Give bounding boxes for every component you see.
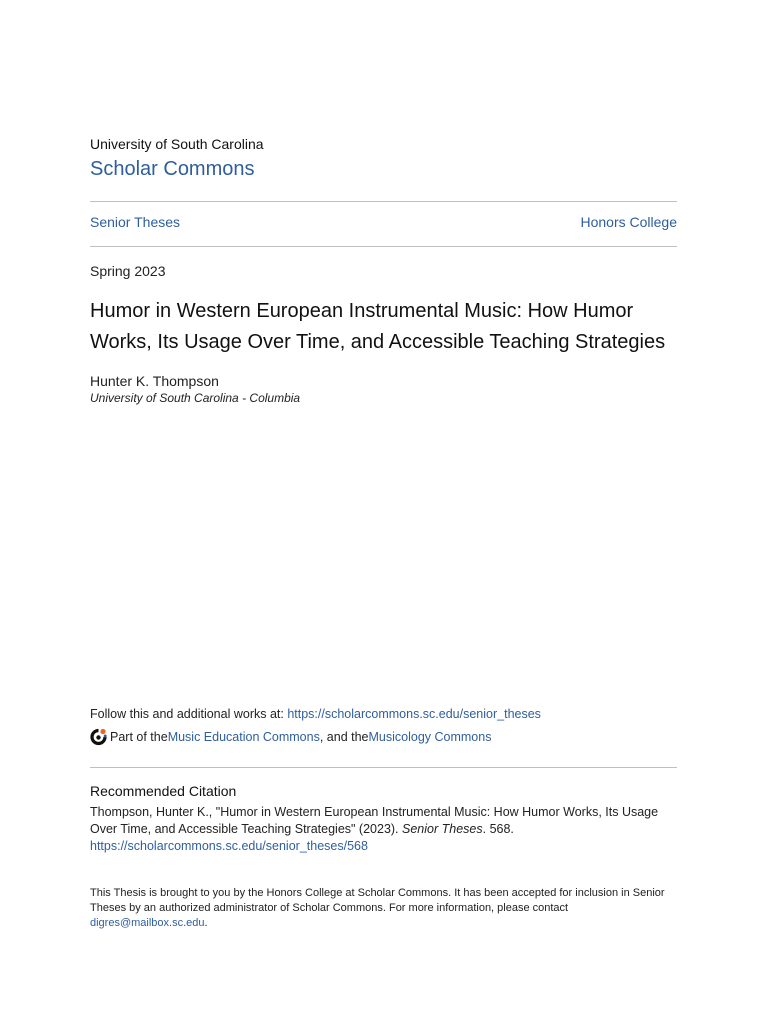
part-of-prefix: Part of the [110, 730, 168, 744]
footer-notice [90, 886, 680, 931]
footer-text: This Thesis is brought to you by the Honors College at Scholar Commons. It has been accepted for inclusion in Senior Theses by an authorized administrator of Scholar Commons. For more information, please contact [90, 887, 665, 914]
divider-series [90, 246, 677, 247]
citation-body: Thompson, Hunter K., "Humor in Western European Instrumental Music: How Humor Works, Its Usage Over Time, and Accessible Teaching Strategies" (2023). [90, 805, 659, 836]
series-row [90, 214, 677, 230]
part-of-line [90, 728, 491, 746]
divider-top [90, 201, 677, 202]
divider-citation [90, 767, 677, 768]
citation-number: . 568. [482, 822, 514, 836]
citation-journal: Senior Theses [402, 822, 483, 836]
author-affiliation: University of South Carolina - Columbia [90, 391, 301, 405]
citation-url-link[interactable]: https://scholarcommons.sc.edu/senior_theses/568 [90, 839, 368, 853]
recommended-citation-heading: Recommended Citation [90, 783, 237, 799]
contact-email-link[interactable]: digres@mailbox.sc.edu [90, 917, 205, 929]
honors-college-link[interactable]: Honors College [580, 214, 677, 230]
senior-theses-link[interactable]: Senior Theses [90, 214, 181, 230]
follow-line [90, 707, 541, 721]
footer-end: . [204, 917, 208, 929]
scholar-commons-link[interactable]: Scholar Commons [90, 158, 255, 180]
follow-prefix: Follow this and additional works at: [90, 707, 288, 721]
network-logo-icon [90, 728, 107, 746]
senior-theses-url-link[interactable]: https://scholarcommons.sc.edu/senior_theses [287, 707, 541, 721]
music-education-commons-link[interactable]: Music Education Commons [167, 730, 320, 744]
author-name: Hunter K. Thompson [90, 373, 219, 389]
citation-text [90, 804, 680, 855]
university-name: University of South Carolina [90, 136, 264, 152]
musicology-commons-link[interactable]: Musicology Commons [368, 730, 492, 744]
publication-date: Spring 2023 [90, 263, 166, 279]
thesis-title: Humor in Western European Instrumental Music: How Humor Works, Its Usage Over Time, and Accessible Teaching Strategies [90, 300, 666, 353]
part-of-middle: , and the [319, 730, 369, 744]
